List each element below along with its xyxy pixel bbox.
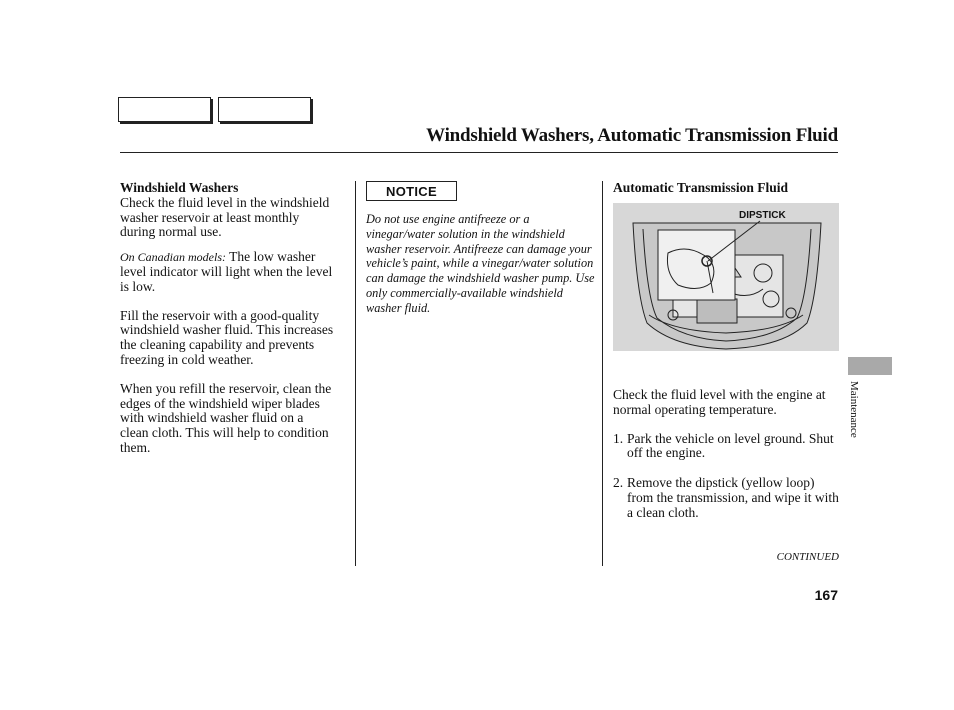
fill-reservoir-paragraph: Fill the reservoir with a good-quality windshield washer fluid. This increases the cleaning capability and prevents freezing in cold weather. [120,307,334,367]
left-column [120,181,334,456]
atf-step-2 [613,476,839,520]
atf-heading: Automatic Transmission Fluid [613,180,789,195]
step-number: 2. [613,475,624,491]
canadian-models-text: The low washer level indicator will light when the level is low. [120,249,333,294]
step-text: Remove the dipstick (yellow loop) from the transmission, and wipe it with a clean cloth. [627,475,839,520]
notice-label: NOTICE [366,181,457,201]
canadian-models-paragraph [120,250,334,294]
column-divider-right [602,181,603,566]
atf-instructions [613,388,839,521]
notice-text: Do not use engine antifreeze or a vinegar/water solution in the windshield washer reservoir. Antifreeze can damage your vehicle’s paint, while a vinegar/water solution can damage the windshield washer pump. Use only commercially-available windshield washer fluid. [366,212,595,315]
page-title: Windshield Washers, Automatic Transmission Fluid [426,125,838,146]
section-tab-label: Maintenance [848,381,860,438]
step-text: Park the vehicle on level ground. Shut off the engine. [627,430,834,461]
nav-forward-button[interactable] [218,97,311,122]
page-number: 167 [814,587,838,603]
engine-bay-illustration [613,203,839,351]
section-tab[interactable] [848,357,892,375]
washer-check-paragraph: Check the fluid level in the windshield washer reservoir at least monthly during normal use. [120,194,330,240]
atf-intro-paragraph: Check the fluid level with the engine at normal operating temperature. [613,387,826,417]
canadian-models-prefix: On Canadian models: [120,250,226,265]
step-number: 1. [613,430,624,446]
atf-step-1 [613,432,839,462]
title-rule [120,152,838,153]
engine-bay-figure [613,203,839,351]
continued-label: CONTINUED [776,551,839,563]
windshield-washers-heading: Windshield Washers [120,180,239,195]
column-divider-left [355,181,356,566]
nav-back-button[interactable] [118,97,211,122]
refill-reservoir-paragraph: When you refill the reservoir, clean the edges of the windshield wiper blades with windshield washer fluid on a clean cloth. This will help to condition them. [120,380,332,455]
dipstick-callout-label: DIPSTICK [739,210,786,221]
